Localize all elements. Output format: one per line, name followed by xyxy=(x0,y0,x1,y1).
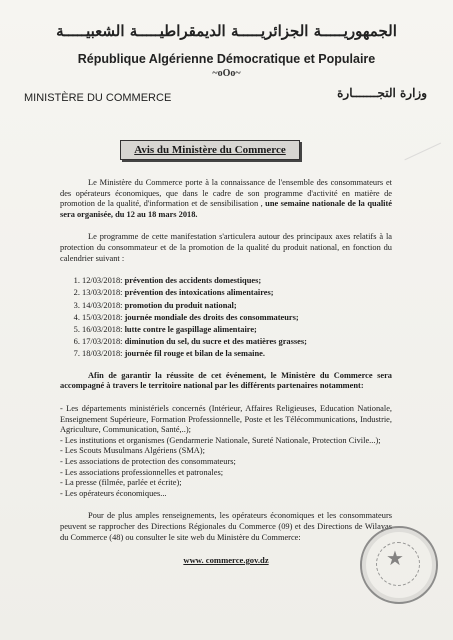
schedule-topic: lutte contre le gaspillage alimentaire; xyxy=(124,324,257,334)
intro-text: Le Ministère du Commerce porte à la connaissance de l'ensemble des consommateurs et des opérateurs économiques, que dans le cadre de son programme d'activité en matière de promotion de la qualité, d'information et de sensibilisation , xyxy=(60,178,392,209)
programme-paragraph: Le programme de cette manifestation s'articulera autour des principaux axes relatifs à la protection du consommateur et de la promotion de la qualité du produit national, en fonction du calendrier suivant : xyxy=(60,232,392,263)
schedule-date: 12/03/2018: xyxy=(82,276,123,286)
website-link[interactable]: www. commerce.gov.dz xyxy=(183,555,269,566)
partner-item: - Les départements ministériels concernés (Intérieur, Affaires Religieuses, Education Nationale, Enseignement Supérieure, Formation Professionnelle, Poste et les Télécommunications, Industrie, Agriculture, Communication, Santé,..); xyxy=(60,404,392,435)
schedule-date: 15/03/2018: xyxy=(82,312,123,322)
star-icon: ★ xyxy=(386,548,404,570)
partner-item: - Les Scouts Musulmans Algériens (SMA); xyxy=(60,446,205,456)
partner-item: - Les associations professionnelles et patronales; xyxy=(60,467,224,477)
french-republic-header: République Algérienne Démocratique et Populaire xyxy=(77,52,376,66)
schedule-item xyxy=(82,276,392,286)
partners-list xyxy=(60,404,392,499)
partner-item: - Les opérateurs économiques... xyxy=(60,488,167,498)
schedule-date: 13/03/2018: xyxy=(82,288,123,298)
partner-item: - Les associations de protection des consommateurs; xyxy=(60,457,236,467)
schedule-list xyxy=(60,276,392,359)
schedule-item xyxy=(82,301,392,311)
header-ornament: ~oOo~ xyxy=(212,68,241,79)
schedule-item xyxy=(82,325,392,335)
ministry-name-french: MINISTÈRE DU COMMERCE xyxy=(24,92,172,104)
intro-bold-text: une semaine nationale de la qualité sera organisée, du 12 au 18 mars 2018. xyxy=(60,199,392,219)
notice-title: Avis du Ministère du Commerce xyxy=(134,144,286,156)
schedule-topic: prévention des intoxications alimentaires; xyxy=(124,288,274,298)
partners-paragraph: Afin de garantir la réussite de cet événement, le Ministère du Commerce sera accompagné à travers le territoire national par les différents partenaires notamment: xyxy=(60,370,392,391)
partner-item: - Les institutions et organismes (Gendarmerie Nationale, Sureté Nationale, Protection Civile...); xyxy=(60,435,381,445)
document-body xyxy=(60,178,392,566)
ministry-name-arabic: وزارة التجـــــــارة xyxy=(337,86,427,100)
notice-title-box xyxy=(120,140,300,160)
schedule-date: 17/03/2018: xyxy=(82,337,123,347)
schedule-date: 14/03/2018: xyxy=(82,300,123,310)
schedule-topic: prévention des accidents domestiques; xyxy=(124,276,262,286)
schedule-item xyxy=(82,313,392,323)
contact-paragraph: Pour de plus amples renseignements, les opérateurs économiques et les consommateurs peuvent se rapprocher des Directions Régionales du Commerce (09) et des Directions de Wilayas du Commerce (48) ou consulter le site web du Ministère du Commerce: xyxy=(60,511,392,542)
intro-paragraph xyxy=(60,178,392,220)
arabic-republic-header: الجمهوريـــــة الجزائريـــــة الديمقراطيـــــة الشعبيـــــة xyxy=(56,22,397,40)
schedule-date: 16/03/2018: xyxy=(82,324,123,334)
schedule-topic: diminution du sel, du sucre et des matières grasses; xyxy=(124,337,307,347)
schedule-topic: journée mondiale des droits des consommateurs; xyxy=(124,312,299,322)
schedule-topic: journée fil rouge et bilan de la semaine. xyxy=(124,349,265,359)
schedule-date: 18/03/2018: xyxy=(82,349,123,359)
schedule-item xyxy=(82,349,392,359)
partner-item: - La presse (filmée, parlée et écrite); xyxy=(60,478,182,488)
schedule-topic: promotion du produit national; xyxy=(124,300,237,310)
schedule-item xyxy=(82,337,392,347)
paper-crease xyxy=(404,143,449,179)
schedule-item xyxy=(82,288,392,298)
